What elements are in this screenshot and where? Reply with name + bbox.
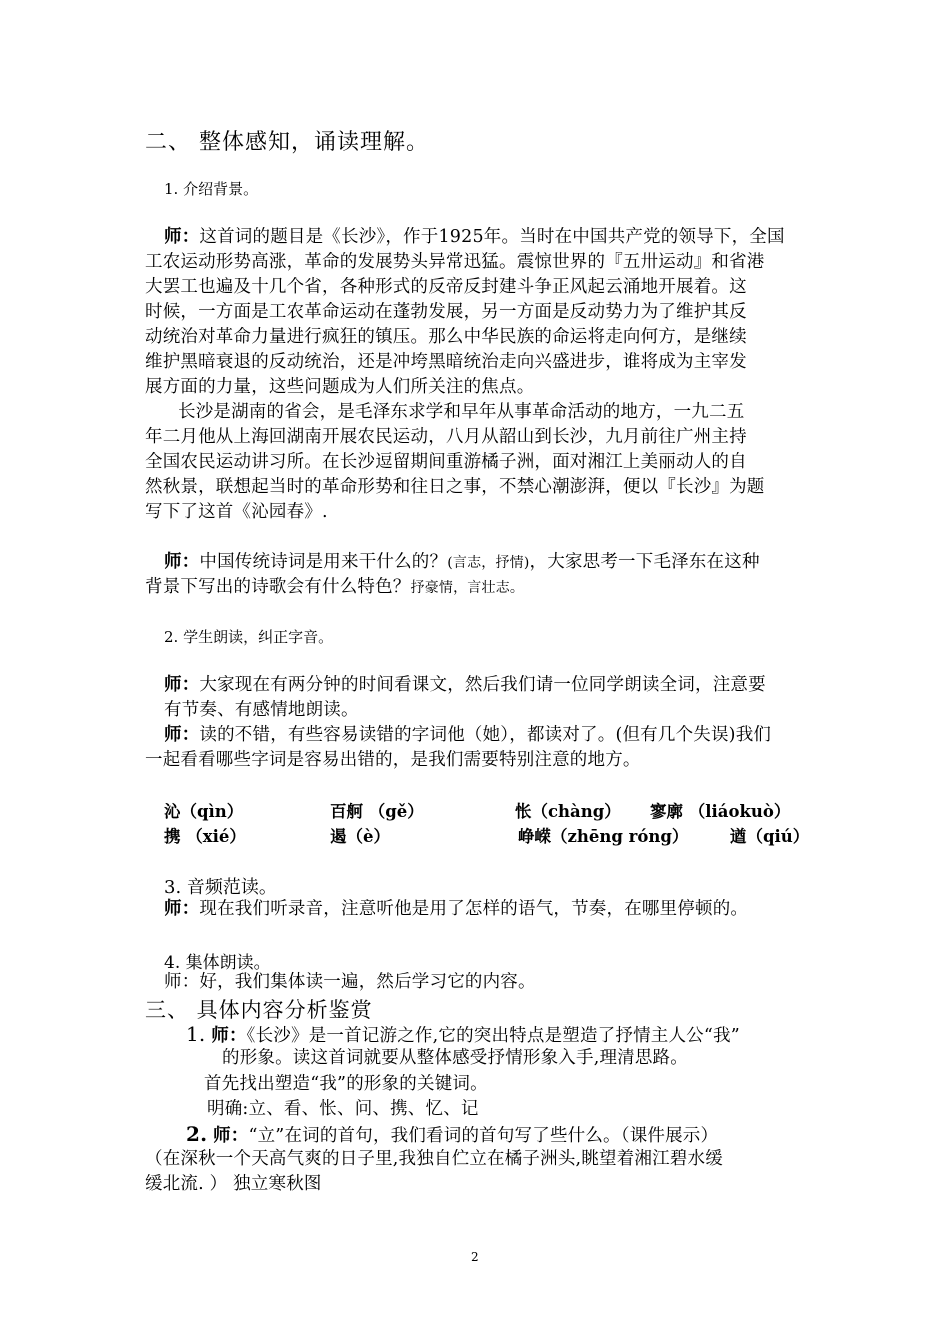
q2-number: 2. xyxy=(186,1122,208,1146)
analysis-q2-line1 xyxy=(186,1122,718,1149)
text-span: 背景下写出的诗歌会有什么特色？ xyxy=(145,577,411,597)
teacher-label: 师： xyxy=(213,1126,249,1146)
text-line: 然秋景，联想起当时的革命形势和往日之事，不禁心潮澎湃，便以『长沙』为题 xyxy=(145,477,765,497)
question-line-1 xyxy=(164,550,760,576)
analysis-q1-answer: 明确:立、看、怅、问、携、忆、记 xyxy=(207,1099,479,1119)
item-4-text: 师：好，我们集体读一遍，然后学习它的内容。 xyxy=(164,972,536,992)
teacher-label: 师： xyxy=(164,227,200,247)
section-heading-3: 三、 具体内容分析鉴赏 xyxy=(145,998,373,1022)
question-line-2 xyxy=(145,575,524,601)
word-liaokuo: 寥廓 （liáokuò） xyxy=(650,802,791,821)
word-baige: 百舸 （gě） xyxy=(330,802,424,821)
text-line: 维护黑暗衰退的反动统治，还是冲垮黑暗统治走向兴盛进步，谁将成为主宰发 xyxy=(145,352,747,372)
background-paragraph-2-cont xyxy=(145,425,765,525)
teacher-line-2 xyxy=(164,723,771,748)
text-span: “立”在词的首句，我们看词的首句写了些什么。（课件展示） xyxy=(248,1126,719,1146)
item-2-label: 2. 学生朗读，纠正字音。 xyxy=(164,628,334,646)
text-line: 动统治对革命力量进行疯狂的镇压。那么中华民族的命运将走向何方，是继续 xyxy=(145,327,747,347)
text-line: 展方面的力量，这些问题成为人们所关注的焦点。 xyxy=(145,377,535,397)
text-span: ，大家思考一下毛泽东在这种 xyxy=(529,552,760,572)
teacher-line-1-cont: 有节奏、有感情地朗读。 xyxy=(164,700,359,720)
teacher-line-1 xyxy=(164,673,766,698)
teacher-label: 师： xyxy=(164,552,200,572)
analysis-q2-line2: （在深秋一个天高气爽的日子里,我独自伫立在橘子洲头,眺望着湘江碧水缓 xyxy=(145,1149,723,1169)
background-paragraph-1-cont xyxy=(145,250,765,400)
word-e: 遏（è） xyxy=(330,827,390,846)
background-paragraph-2 xyxy=(178,400,744,425)
section-heading-2: 二、 整体感知，诵读理解。 xyxy=(145,130,429,155)
word-chang: 怅（chàng） xyxy=(515,802,621,821)
item-4-label: 4. 集体朗读。 xyxy=(164,953,271,973)
analysis-q1-line2: 的形象。读这首词就要从整体感受抒情形象入手,理清思路。 xyxy=(222,1048,688,1068)
text-span: 中国传统诗词是用来干什么的？ xyxy=(199,552,448,572)
item-3-text xyxy=(164,897,748,922)
text-line: 这首词的题目是《长沙》，作于1925年。当时在中国共产党的领导下，全国 xyxy=(199,227,785,247)
note-span: 抒豪情，言壮志。 xyxy=(410,580,525,596)
text-line: 大罢工也遍及十几个省，各种形式的反帝反封建斗争正风起云涌地开展着。这 xyxy=(145,277,747,297)
text-span: 大家现在有两分钟的时间看课文，然后我们请一位同学朗读全词，注意要 xyxy=(199,675,766,695)
text-span: 现在我们听录音，注意听他是用了怎样的语气，节奏，在哪里停顿的。 xyxy=(199,899,749,919)
analysis-q1-line1 xyxy=(186,1022,740,1049)
word-qin: 沁（qìn） xyxy=(164,802,244,821)
teacher-label: 师： xyxy=(164,675,200,695)
teacher-label: 师： xyxy=(164,899,200,919)
text-line: 时候，一方面是工农革命运动在蓬勃发展，另一方面是反动势力为了维护其反 xyxy=(145,302,747,322)
text-line: 长沙是湖南的省会，是毛泽东求学和早年从事革命活动的地方，一九二五 xyxy=(178,402,745,422)
word-xie: 携 （xié） xyxy=(164,827,246,846)
word-qiu: 遒（qiú） xyxy=(730,827,810,846)
page-number: 2 xyxy=(471,1250,479,1264)
text-line: 全国农民运动讲习所。在长沙逗留期间重游橘子洲，面对湘江上美丽动人的自 xyxy=(145,452,747,472)
teacher-line-2-cont: 一起看看哪些字词是容易出错的，是我们需要特别注意的地方。 xyxy=(145,750,641,770)
note-span: (言志，抒情) xyxy=(447,555,530,571)
analysis-q2-line3: 缓北流. ） 独立寒秋图 xyxy=(145,1174,322,1194)
text-span: 《长沙》是一首记游之作,它的突出特点是塑造了抒情主人公“我” xyxy=(246,1026,740,1046)
word-zhengrong: 峥嵘（zhēng róng） xyxy=(518,827,689,846)
teacher-label: 师： xyxy=(164,725,200,745)
text-span: 读的不错，有些容易读错的字词他（她），都读对了。(但有几个失误)我们 xyxy=(199,725,772,745)
text-line: 年二月他从上海回湖南开展农民运动，八月从韶山到长沙，九月前往广州主持 xyxy=(145,427,747,447)
item-1-label: 1. 介绍背景。 xyxy=(164,180,259,198)
background-paragraph-1 xyxy=(164,225,785,250)
analysis-q1-line3: 首先找出塑造“我”的形象的关键词。 xyxy=(204,1074,488,1094)
text-line: 工农运动形势高涨，革命的发展势头异常迅猛。震惊世界的『五卅运动』和省港 xyxy=(145,252,765,272)
teacher-label: 师： xyxy=(211,1026,247,1046)
item-3-label: 3. 音频范读。 xyxy=(164,877,277,898)
q1-number: 1. xyxy=(186,1022,206,1046)
text-line: 写下了这首《沁园春》. xyxy=(145,502,328,522)
